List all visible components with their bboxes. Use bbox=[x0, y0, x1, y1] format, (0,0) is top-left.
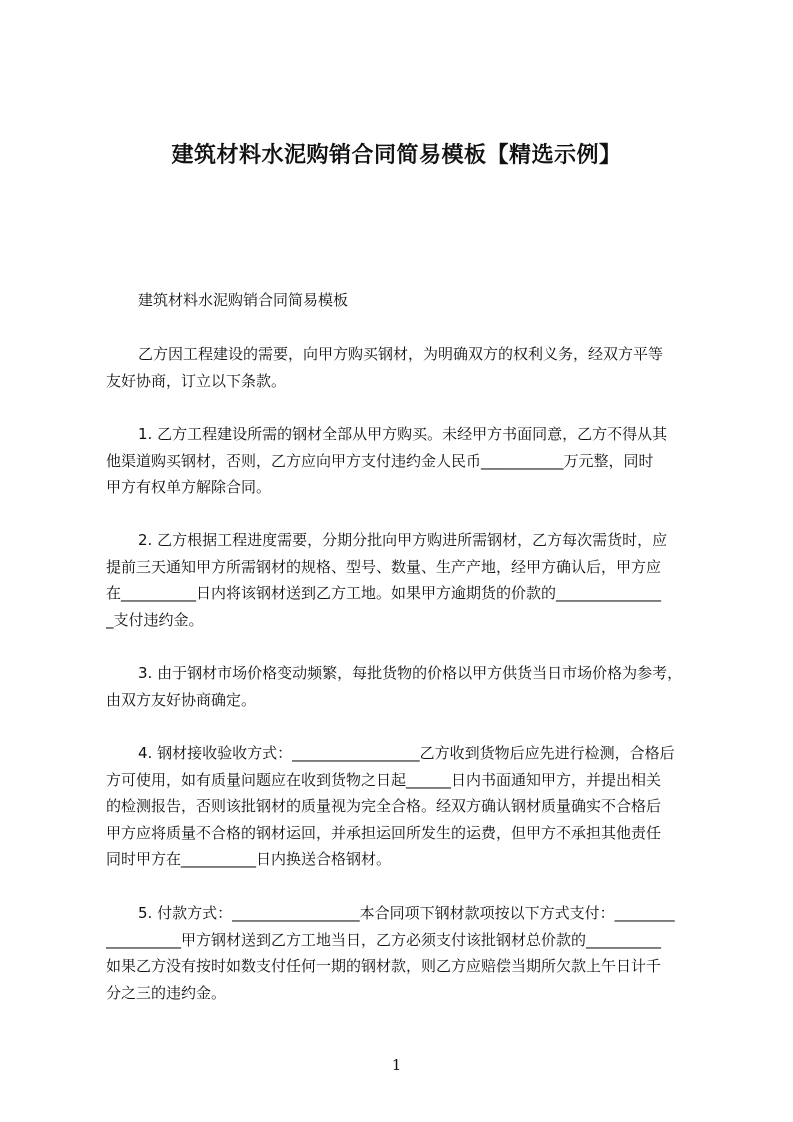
text-line: 乙方因工程建设的需要，向甲方购买钢材，为明确双方的权利义务，经双方平等 bbox=[138, 345, 664, 363]
text-line: 2. 乙方根据工程进度需要，分期分批向甲方购进所需钢材，乙方每次需货时，应 bbox=[138, 531, 668, 549]
page-number: 1 bbox=[391, 1056, 402, 1074]
intro-paragraph bbox=[106, 341, 706, 394]
text-line: __________甲方钢材送到乙方工地当日，乙方必须支付该批钢材总价款的__________ bbox=[106, 930, 662, 949]
text-line: 同时甲方在__________日内换送合格钢材。 bbox=[106, 850, 392, 868]
clause-1 bbox=[106, 421, 706, 501]
text-line: 分之三的违约金。 bbox=[106, 983, 227, 1002]
clause-4 bbox=[106, 740, 706, 873]
text-line: 如果乙方没有按时如数支付任何一期的钢材款，则乙方应赔偿当期所欠款上午日计千 bbox=[106, 957, 662, 975]
document-title: 建筑材料水泥购销合同简易模板【精选示例】 bbox=[171, 143, 622, 168]
text-line: 的检测报告，否则该批钢材的质量视为完全合格。经双方确认钢材质量确实不合格后 bbox=[106, 797, 662, 815]
text-line: 友好协商，订立以下条款。 bbox=[106, 371, 287, 390]
text-line: 4. 钢材接收验收方式：_________________乙方收到货物后应先进行检测，合格后 bbox=[138, 744, 675, 762]
text-line: _支付违约金。 bbox=[106, 610, 204, 629]
document-subtitle: 建筑材料水泥购销合同简易模板 bbox=[138, 291, 349, 309]
text-line: 5. 付款方式：_________________本合同项下钢材款项按以下方式支付：________ bbox=[138, 904, 675, 922]
text-line: 方可使用，如有质量问题应在收到货物之日起______日内书面通知甲方，并提出相关 bbox=[106, 770, 662, 789]
text-line: 甲方有权单方解除合同。 bbox=[106, 478, 272, 496]
clause-5 bbox=[106, 900, 706, 1006]
text-line: 在__________日内将该钢材送到乙方工地。如果甲方逾期货的价款的______________ bbox=[106, 584, 662, 602]
text-line: 甲方应将质量不合格的钢材运回，并承担运回所发生的运费，但甲方不承担其他责任 bbox=[106, 823, 662, 842]
text-line: 3. 由于钢材市场价格变动频繁，每批货物的价格以甲方供货当日市场价格为参考， bbox=[138, 664, 683, 682]
text-line: 提前三天通知甲方所需钢材的规格、型号、数量、生产产地，经甲方确认后，甲方应 bbox=[106, 557, 662, 576]
clause-2 bbox=[106, 527, 706, 633]
text-line: 由双方友好协商确定。 bbox=[106, 690, 257, 709]
text-line: 他渠道购买钢材，否则，乙方应向甲方支付违约金人民币___________万元整，同时 bbox=[106, 451, 654, 470]
clause-3 bbox=[106, 660, 706, 713]
text-line: 1. 乙方工程建设所需的钢材全部从甲方购买。未经甲方书面同意，乙方不得从其 bbox=[138, 425, 668, 443]
